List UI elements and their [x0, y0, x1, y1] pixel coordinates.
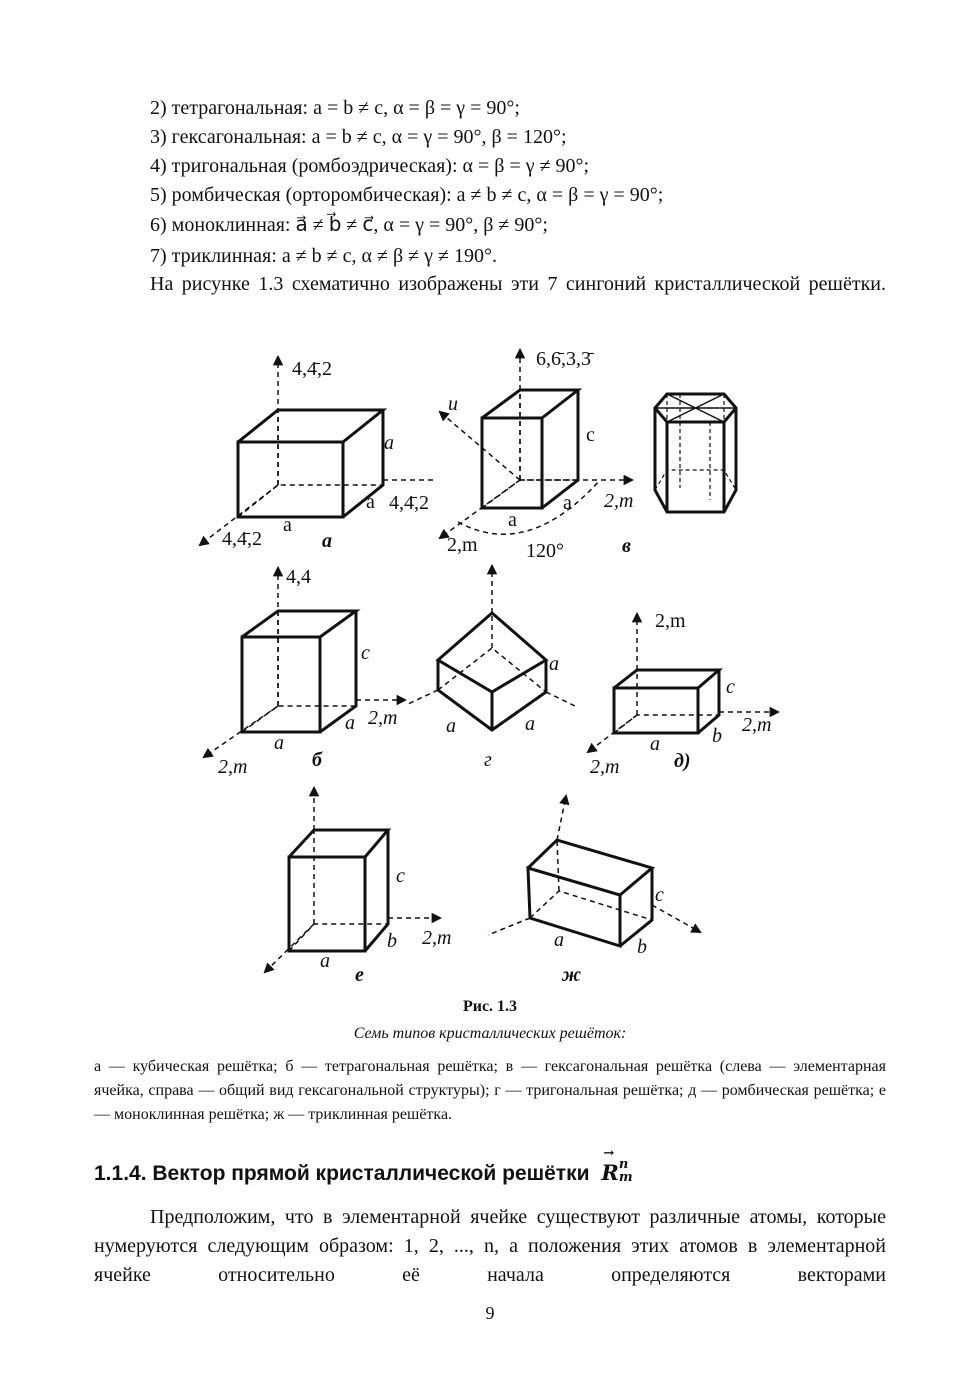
tri-edge-c-label: c	[655, 884, 664, 906]
mono-axis-right-label: 2,m	[422, 927, 452, 949]
tetra-edge-a-label: a	[345, 712, 355, 734]
mono-edge-c-label: c	[396, 865, 405, 887]
section-heading	[94, 1146, 633, 1188]
hex-edge-a-label-2: a	[508, 509, 517, 531]
mono-edge-a-label: a	[320, 950, 330, 972]
cubic-edge-a-label-3: a	[283, 514, 292, 536]
section-symbol: → R n m	[601, 1146, 633, 1185]
hex-angle-label: 120°	[526, 540, 564, 562]
figure-caption-title: Рис. 1.3	[462, 998, 518, 1015]
triclinic-cell-diagram	[488, 796, 700, 946]
trig-edge-a-label: a	[549, 653, 559, 675]
tetra-edge-c-label: c	[361, 642, 370, 664]
ortho-edge-c-label: c	[726, 676, 735, 698]
mono-edge-b-label: b	[387, 930, 397, 952]
syngony-item-3: 3) гексагональная: a = b ≠ c, α = γ = 90°, β = 120°;	[150, 126, 567, 148]
tetra-axis-left-label: 2,m	[218, 756, 248, 778]
hex-axis-top-label: 6,6̄,3,3̄	[536, 348, 591, 370]
ortho-axis-left-label: 2,m	[590, 756, 620, 778]
ortho-edge-b-label: b	[712, 725, 722, 747]
body-paragraph: Предположим, что в элементарной ячейке существуют различные атомы, которые нумеруются следующим образом: 1, 2, ..., n, а положения этих атомов в элементарной ячейке относительно её начала определяются векторами	[94, 1206, 886, 1286]
trigonal-cell-diagram	[408, 566, 575, 730]
hex-axis-u-label: u	[448, 393, 458, 415]
hex-axis-left-label: 2,m	[447, 534, 478, 556]
cubic-axis-left-label: 4,4̄,2	[222, 528, 262, 550]
hex-edge-c-label: c	[586, 424, 595, 446]
page-number: 9	[485, 1303, 495, 1323]
panel-letter-d: д)	[674, 750, 691, 772]
ortho-edge-a-label: a	[650, 733, 660, 755]
panel-letter-e: е	[355, 964, 364, 986]
hex-edge-a-label: a	[563, 492, 572, 514]
hexagonal-prism-diagram	[655, 394, 736, 512]
ortho-axis-top-label: 2,m	[655, 610, 686, 632]
panel-letter-zh: ж	[562, 964, 582, 986]
tetra-edge-a-label-2: a	[274, 732, 284, 754]
tetra-axis-right-label: 2,m	[368, 707, 398, 729]
panel-letter-b: б	[312, 749, 322, 771]
cubic-cell-diagram	[200, 357, 435, 545]
section-title: Вектор прямой кристаллической решётки	[152, 1162, 590, 1185]
panel-letter-g: г	[484, 749, 492, 771]
figure-caption-legend: а — кубическая решётка; б — тетрагональная решётка; в — гексагональная решётка (слева — элементарная ячейка, справа — общий вид гексагональной структуры); г — тригональная решётка; д — ромбическая решётка; е — моноклинная решётка; ж — триклинная решётка.	[94, 1058, 886, 1123]
ortho-axis-right-label: 2,m	[742, 714, 772, 736]
trig-edge-a-label-2: a	[446, 715, 456, 737]
tetra-axis-top-label: 4,4	[286, 566, 311, 588]
monoclinic-cell-diagram	[265, 788, 440, 972]
syngony-item-2: 2) тетрагональная: a = b ≠ c, α = β = γ = 90°;	[150, 97, 520, 119]
figure-caption-subtitle: Семь типов кристаллических решёток:	[353, 1025, 627, 1042]
cubic-edge-a-label: a	[384, 432, 394, 454]
tri-edge-a-label: a	[554, 929, 564, 951]
panel-letter-a: а	[322, 530, 332, 552]
tri-edge-b-label: b	[637, 936, 647, 958]
syngony-item-6: 6) моноклинная: a⃗ ≠ b⃗ ≠ c⃗, α = γ = 90°, β ≠ 90°;	[150, 214, 548, 236]
syngony-item-5: 5) ромбическая (орторомбическая): a ≠ b ≠ c, α = β = γ = 90°;	[150, 184, 664, 206]
crystal-lattices-figure	[0, 330, 980, 995]
syngony-item-7: 7) триклинная: a ≠ b ≠ c, α ≠ β ≠ γ ≠ 190°.	[150, 245, 497, 267]
panel-letter-v: в	[622, 535, 631, 557]
intro-paragraph: На рисунке 1.3 схематично изображены эти 7 сингоний кристаллической решётки.	[150, 273, 886, 295]
cubic-axis-top-label: 4,4̄,2	[292, 358, 332, 380]
cubic-axis-right-label: 4,4̄,2	[389, 492, 429, 514]
trig-edge-a-label-3: a	[525, 713, 535, 735]
section-number: 1.1.4.	[94, 1162, 147, 1185]
cubic-edge-a-label-2: a	[366, 491, 375, 513]
hex-axis-right-label: 2,m	[604, 490, 634, 512]
syngony-item-4: 4) тригональная (ромбоэдрическая): α = β = γ ≠ 90°;	[150, 155, 590, 177]
